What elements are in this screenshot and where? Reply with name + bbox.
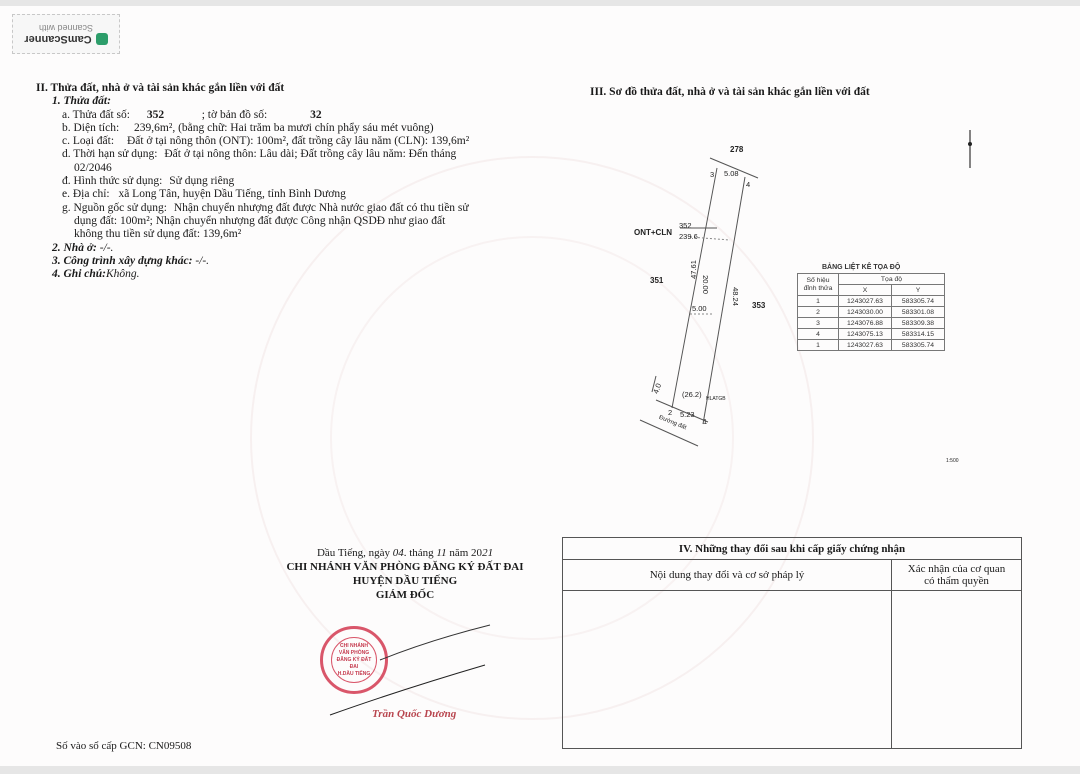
table-row: [798, 340, 945, 351]
y-value: 583305.74: [892, 296, 945, 307]
west-parcel-label: 351: [650, 276, 664, 285]
bottom-width-label: 5.23: [680, 410, 695, 419]
corner-3-label: 3: [710, 170, 715, 179]
col-x-header: X: [839, 285, 892, 296]
changes-content-header: Nội dung thay đổi và cơ sở pháp lý: [563, 560, 892, 591]
usage-term-date: 02/2046: [74, 161, 112, 174]
address-row: [62, 188, 556, 201]
other-construction-row: [52, 255, 556, 268]
table-row: [798, 307, 945, 318]
stamp-text: ĐĂNG KÝ ĐẤT ĐAI: [336, 656, 372, 670]
parcel-no-label: 352: [679, 221, 692, 230]
road-label: Đường đất: [657, 414, 688, 432]
inner-width-label: 5.00: [692, 304, 707, 313]
col-y-header: Y: [892, 285, 945, 296]
signer-name: Trần Quốc Dương: [372, 708, 457, 720]
usage-form-label: đ. Hình thức sử dụng:: [62, 175, 163, 188]
north-parcel-label: 278: [730, 145, 744, 154]
land-type-label: c. Loại đất:: [62, 135, 115, 148]
scale-label: 1:500: [946, 458, 959, 464]
stamp-text: H.DẦU TIẾNG: [337, 670, 371, 677]
origin-row: [62, 202, 556, 215]
corner-1-label: 1: [703, 417, 708, 426]
note-value: Không.: [106, 268, 140, 281]
y-value: 583301.08: [892, 307, 945, 318]
coordinate-table: [797, 273, 945, 351]
place-date-line: Dầu Tiếng, ngày 04. tháng 11 năm 2021: [316, 547, 494, 559]
map-sheet-label: ; tờ bản đồ số:: [201, 108, 268, 121]
gcn-value: CN09508: [148, 740, 192, 752]
land-type-value: Đất ở tại nông thôn (ONT): 100m², đất trồng cây lâu năm (CLN): 139,6m²: [126, 135, 470, 148]
year-value: 21: [482, 547, 494, 559]
authority-header-line1: Xác nhận của cơ quan: [907, 563, 1006, 575]
land-type-row: [62, 135, 556, 148]
signature-block: [250, 546, 560, 602]
point-id: 3: [798, 318, 839, 329]
parcel-area-label: 239.6: [679, 232, 698, 241]
house-label: 2. Nhà ở:: [52, 241, 97, 254]
authority-header-line2: có thẩm quyền: [924, 575, 989, 587]
day-value: 04: [392, 547, 404, 559]
address-label: e. Địa chỉ:: [62, 188, 110, 201]
usage-form-row: [62, 175, 556, 188]
watermark-brand: CamScanner: [24, 33, 92, 45]
section3-title: III. Sơ đồ thửa đất, nhà ở và tài sản khác gắn liền với đất: [590, 86, 870, 98]
authority-confirmation-header: [892, 560, 1022, 591]
signer-role: GIÁM ĐỐC: [375, 589, 435, 601]
origin-label: g. Nguồn gốc sử dụng:: [62, 201, 167, 214]
month-value: 11: [436, 547, 447, 559]
area-row: [62, 122, 556, 135]
table-row: [798, 296, 945, 307]
point-id: 1: [798, 340, 839, 351]
camscanner-logo-icon: [96, 33, 108, 45]
origin-value: Nhận chuyển nhượng đất được Nhà nước giao đất có thu tiền sử: [173, 201, 469, 214]
x-value: 1243075.13: [839, 329, 892, 340]
col-point-header: Số hiệu đỉnh thửa: [798, 274, 839, 296]
point-id: 1: [798, 296, 839, 307]
table-row: [798, 329, 945, 340]
note-label: 4. Ghi chú:: [52, 268, 106, 281]
other-construction-label: 3. Công trình xây dựng khác:: [52, 254, 193, 267]
side-note-label: HLATGB: [706, 396, 726, 402]
y-value: 583314.15: [892, 329, 945, 340]
other-construction-value: -/-.: [195, 254, 210, 267]
year-label: năm 20: [449, 547, 483, 559]
left-length-label: 47.61: [688, 260, 698, 279]
usage-term-value: Đất ở tại nông thôn: Lâu dài; Đất trồng cây lâu năm: Đến tháng: [164, 148, 457, 161]
coord-table-title: BẢNG LIỆT KÊ TỌA ĐỘ: [822, 264, 901, 271]
inner-length-label: 20.00: [700, 275, 710, 294]
road-width-label: (26.2): [682, 390, 702, 399]
address-value: xã Long Tân, huyện Dầu Tiếng, tỉnh Bình Dương: [118, 188, 346, 201]
changes-title: IV. Những thay đổi sau khi cấp giấy chứng nhận: [563, 538, 1022, 560]
month-label: tháng: [409, 547, 434, 559]
note-row: [52, 268, 556, 281]
point-id: 4: [798, 329, 839, 340]
y-value: 583305.74: [892, 340, 945, 351]
watermark-subtitle: Scanned with: [38, 23, 94, 33]
top-width-label: 5.08: [724, 169, 739, 178]
x-value: 1243027.63: [839, 296, 892, 307]
gcn-register-number: [56, 740, 191, 752]
x-value: 1243030.00: [839, 307, 892, 318]
corner-4-label: 4: [746, 180, 751, 189]
org-district: HUYỆN DẦU TIẾNG: [352, 575, 458, 587]
usage-term-row: [62, 148, 556, 161]
subsection-parcel-title: 1. Thửa đất:: [52, 95, 111, 108]
right-length-label: 48.24: [730, 287, 740, 306]
camscanner-watermark: [12, 14, 120, 54]
east-parcel-label: 353: [752, 301, 766, 310]
parcel-number-label: a. Thửa đất số:: [62, 108, 130, 121]
usage-term-label: d. Thời hạn sử dụng:: [62, 148, 158, 161]
corner-2-label: 2: [668, 408, 673, 417]
area-label: b. Diện tích:: [62, 121, 120, 134]
handwritten-signature-icon: [310, 620, 510, 720]
parcel-number-value: 352: [146, 108, 165, 121]
org-name: CHI NHÁNH VĂN PHÒNG ĐĂNG KÝ ĐẤT ĐAI: [286, 561, 524, 573]
col-coords-header: Tọa độ: [839, 274, 945, 285]
map-sheet-value: 32: [310, 108, 322, 121]
changes-content-cell: [563, 591, 892, 749]
y-value: 583309.38: [892, 318, 945, 329]
table-row: [798, 318, 945, 329]
point-id: 2: [798, 307, 839, 318]
small-dim-label: 4.0: [651, 382, 664, 395]
parcel-code-label: ONT+CLN: [634, 228, 672, 237]
house-row: [52, 242, 556, 255]
area-value: 239,6m², (bằng chữ: Hai trăm ba mươi chín phẩy sáu mét vuông): [134, 121, 434, 134]
stamp-text: VĂN PHÒNG: [338, 649, 370, 656]
house-value: -/-.: [99, 241, 114, 254]
usage-form-value: Sử dụng riêng: [169, 175, 235, 188]
authority-confirmation-cell: [892, 591, 1022, 749]
changes-table: [562, 537, 1022, 749]
origin-value-line2: dụng đất: 100m²; Nhận chuyển nhượng đất được Công nhận QSDĐ như giao đất: [74, 214, 446, 227]
place-date-prefix: Dầu Tiếng, ngày: [316, 547, 390, 559]
section-land-parcel: [36, 82, 556, 281]
x-value: 1243027.63: [839, 340, 892, 351]
section2-title: II. Thửa đất, nhà ở và tài sản khác gắn liền với đất: [36, 82, 285, 94]
x-value: 1243076.88: [839, 318, 892, 329]
origin-value-line3: không thu tiền sử dụng đất: 139,6m²: [74, 228, 242, 241]
gcn-label: Số vào sổ cấp GCN:: [56, 740, 146, 752]
parcel-number-row: [62, 109, 556, 122]
bottom-border: [0, 766, 1080, 774]
stamp-text: CHI NHÁNH: [339, 642, 369, 649]
